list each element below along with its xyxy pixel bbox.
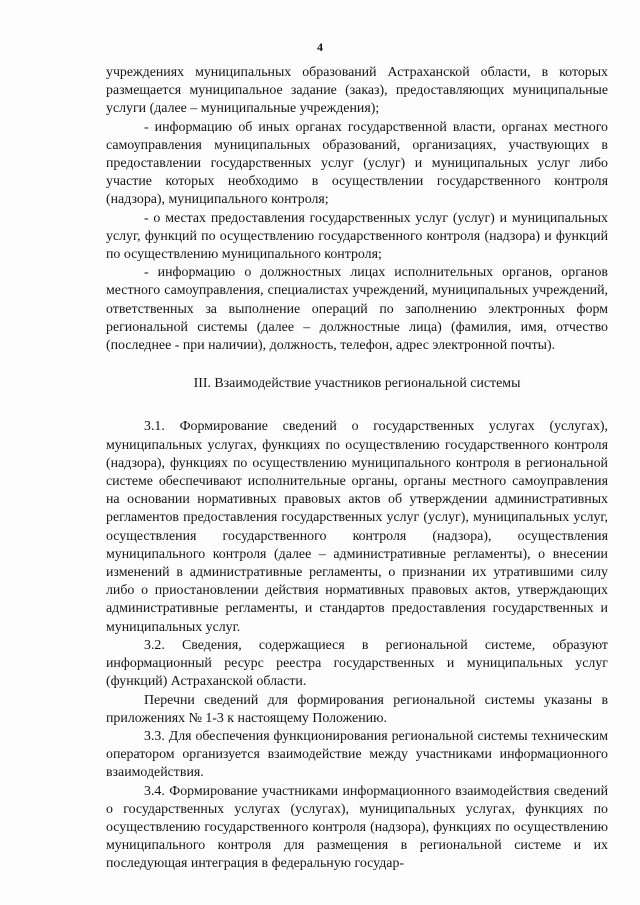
clause-3-2: 3.2. Сведения, содержащиеся в региональной системе, образуют информационный ресурс реестра государственных и муниципальных услуг (функций) Астраханской области. bbox=[106, 637, 608, 690]
clause-3-3: 3.3. Для обеспечения функционирования региональной системы техническим оператором организуется взаимодействие между участниками информационного взаимодействия. bbox=[106, 728, 608, 781]
section-heading: III. Взаимодействие участников региональной системы bbox=[193, 376, 521, 392]
document-body bbox=[106, 64, 608, 874]
page-number: 4 bbox=[317, 40, 323, 54]
clause-3-4: 3.4. Формирование участниками информационного взаимодействия сведений о государственных услугах (услугах), муниципальных услугах, функциях по осуществлению государственного контроля (надзора), функциях по осуществлению муниципального контроля для размещения в региональной системе и их последующая интеграция в федеральную государ- bbox=[106, 783, 608, 872]
clause-3-2-appendix: Перечни сведений для формирования региональной системы указаны в приложениях № 1-3 к настоящему Положению. bbox=[106, 692, 608, 726]
clause-3-1: 3.1. Формирование сведений о государственных услугах (услугах), муниципальных услугах, функциях по осуществлению государственного контроля (надзора), функциях по осуществлению муниципального контроля в региональной системе обеспечивают исполнительные органы, органы местного самоуправления на основании нормативных правовых актов об утверждении административных регламентов предоставления государственных услуг (услуг), муниципальных услуг, осуществления государственного контроля (надзора), осуществления муниципального контроля (далее – административные регламенты), о внесении изменений в административные регламенты, о признании их утратившими силу либо о приостановлении действия нормативных правовых актов, утверждающих административные регламенты, и стандартов предоставления государственных и муниципальных услуг. bbox=[106, 419, 608, 635]
list-item-service-places: - о местах предоставления государственных услуг (услуг) и муниципальных услуг, функций по осуществлению государственного контроля (надзора) и функций по осуществлению муниципального контроля; bbox=[106, 210, 608, 263]
list-item-officials: - информацию о должностных лицах исполнительных органов, органов местного самоуправления, специалистах учреждений, муниципальных учреждений, ответственных за выполнение операций по заполнению электронных форм региональной системы (далее – должностные лица) (фамилия, имя, отчество (последнее - при наличии), должность, телефон, адрес электронной почты). bbox=[106, 265, 608, 354]
paragraph-continuation: учреждениях муниципальных образований Астраханской области, в которых размещается муниципальное задание (заказ), предоставляющих муниципальные услуги (далее – муниципальные учреждения); bbox=[106, 65, 608, 117]
list-item-other-bodies: - информацию об иных органах государственной власти, органах местного самоуправления муниципальных образований, организациях, участвующих в предоставлении государственных услуг (услуг) и муниципальных услуг либо участие которых необходимо в осуществлении государственного контроля (надзора), муниципального контроля; bbox=[106, 119, 608, 208]
